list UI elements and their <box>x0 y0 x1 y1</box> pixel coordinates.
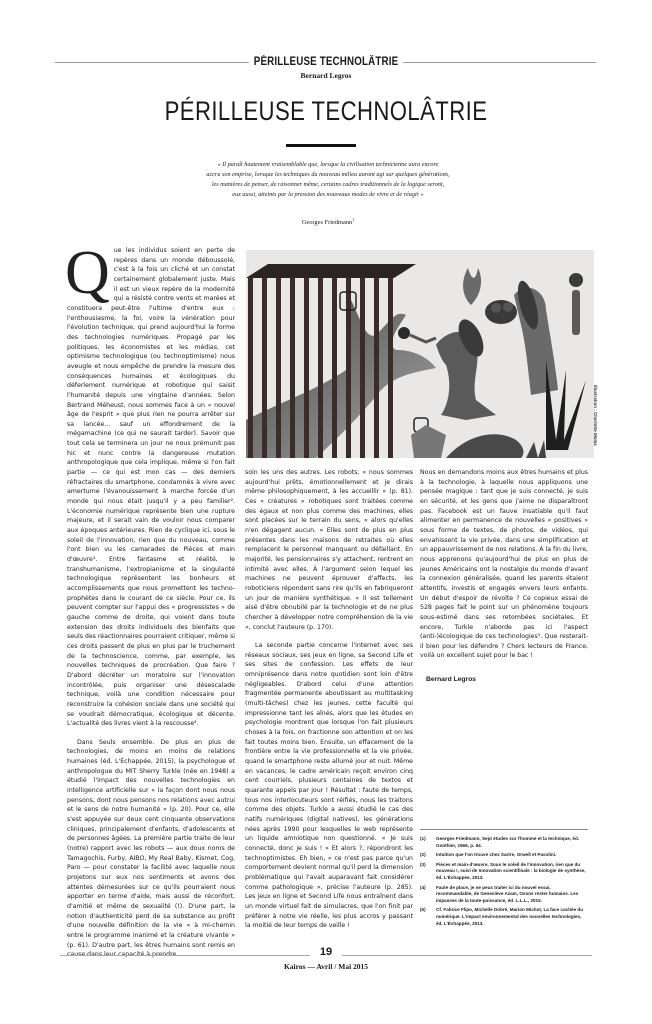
running-head <box>0 52 652 80</box>
article-column-2 <box>245 468 413 931</box>
footnote-number: (3) <box>420 861 426 867</box>
drop-cap: Q <box>65 239 110 307</box>
epigraph-note-ref: 1 <box>352 217 355 222</box>
footnotes <box>420 836 588 930</box>
page-number <box>0 946 652 958</box>
footnote-text: Intuition que l'on trouve chez Sartre, Orwell et Pasolini. <box>436 852 557 858</box>
footnote-text: Faute de place, je ne peux traiter ici du nouvel essai, recommandable, de Geneviève Azam, Osons rester humains. Les impasses de la toute-puissance, éd. L.L.L., 2015. <box>436 884 579 903</box>
article-column-3 <box>420 468 588 685</box>
paragraph: La seconde partie concerne l'internet avec ses réseaux sociaux, ses jeux en ligne, sa Second Life et ses sites de confession. Les effets de leur omniprésence dans notre quotidien sont loin d'être négligeables. D'abord celui d'une attention fragmentée permanente aboutissant au multitasking (multi-tâches) chez les jeunes, cette faculté qui impressionne tant les aînés, alors que les études en psychologie montrent que lorsque l'on fait plusieurs choses à la fois, on fractionne son attention et on les fait toutes moins bien. Ensuite, un effacement de la frontière entre la vie professionnelle et la vie privée, quand le smartphone reste allumé jour et nuit. Même en vacances, le cadre américain reçoit environ cinq cent courriels, plusieurs centaines de textos et quarante appels par jour ! Résultat : faute de temps, tous nos interlocuteurs sont réifiés, nous les traitons comme des objets. Turkle a aussi étudié le cas des natifs numériques (digital natives), les générations nées après 1990 pour lesquelles le web représente un liquide amniotique non questionné. « Je suis connecté, donc je suis ! » Et alors ?, répondront les technoptimistes. Eh bien, « ce n'est pas parce qu'un comportement devient normal qu'il perd la dimension problématique qui l'avait auparavant fait considérer comme pathologique », précise l'auteure (p. 285). Les jeux en ligne et Second Life nous entraînent dans un monde virtuel fait de simulacres, que l'on finit par préférer à notre vie réelle, les plus accros y passant la moitié de leur temps de veille ! <box>245 642 413 930</box>
footnote <box>420 836 588 849</box>
totem <box>572 290 580 335</box>
article-title: PÉRILLEUSE TECHNOLÂTRIE <box>164 96 488 126</box>
footnote <box>420 852 588 859</box>
footnote-number: (2) <box>420 852 426 858</box>
running-head-author: Bernard Legros <box>300 71 352 80</box>
footnote <box>420 907 588 927</box>
grass <box>526 440 546 458</box>
arm <box>410 335 436 342</box>
paragraph <box>65 239 235 729</box>
issue-line: Kairos — Avril / Mai 2015 <box>283 962 369 971</box>
paragraph-text: ue les individus soient en perte de repères dans un monde déboussolé, c'est à la fois un cliché et un constat certainement globalement juste. Mais il est un vieux repère de la modernité qui a résisté contre vents et marées et constituera peut-être l'ultime d'entre eux : l'enthousiasme, la foi, voire la vénération pour l'évolution technique, qui prend aujourd'hui la forme des technologies numériques. Propagé par les politiques, les économistes et les médias, cet optimisme technologique (ou technoptimisme) nous aveugle et nous empêche de prendre la mesure des conséquences humaines et écologiques du déferlement numérique et robotique qui saisit l'humanité depuis une vingtaine d'années. Selon Bertrand Méheust, nous sommes face à un « nouvel âge de l'esprit » que plus rien ne pourra arrêter sur sa lancée... sauf un effondrement de la mégamachine (ce qui ne saurait tarder). Savoir que tout cela se terminera un jour ne nous prémunit pas hic et nunc contre la dangereuse mutation anthropologique que cela implique, même si l'on fait partie — ce qui est mon cas — des derniers réfractaires du smartphone, condamnés à vivre avec amertume l'évanouissement à marche forcée d'un monde qui nous était jusqu'il y a peu familier². L'économie numérique représente bien une rupture majeure, et il serait vain de vouloir nous comparer aux époques antérieures. Rien de cyclique ici, sous le soleil de l'innovation, rien que du nouveau, comme l'ont bien vu les camarades de Pièces et main d'œuvre³. Entre fantasme et réalité, le transhumanisme, l'extropianisme et la singularité technologique représentent les bonheurs et accomplissements que nous promettent les techno-prophètes dans le courant de ce siècle. Pour ce, ils peuvent compter sur l'appui des « progressistes » de gauche comme de droite, qui voient dans toute extension des droits individuels des bienfaits que seuls des réactionnaires pourraient critiquer, même si ces droits passent de plus en plus par le truchement de la technoscience, comme, par exemple, les nouvelles techniques de procréation. Que faire ? D'abord décréter un moratoire sur l'innovation incontrôlée, puis organiser une désescalade technique, voilà une condition nécessaire pour reconstruire la cohésion sociale dans une société qui se voudrait démocratique, écologique et décente. L'actualité des livres vient à la rescousse⁴. <box>67 247 235 728</box>
title-rule <box>286 144 356 147</box>
epigraph-attribution <box>190 217 466 226</box>
footnote-text: Pièces et main-d'œuvre, Sous le soleil de l'innovation, rien que du nouveau !, suivi de Innovation scientifinale : la biologie de synthèse, éd. L'Échappée, 2013. <box>436 861 586 880</box>
epigraph-author: Georges Friedmann <box>301 219 353 227</box>
smiley-icon <box>398 327 410 339</box>
footnote-number: (1) <box>420 836 426 841</box>
footnote <box>420 885 588 905</box>
crystal <box>411 425 446 458</box>
epigraph <box>190 160 466 200</box>
paragraph: Dans Seuls ensemble. De plus en plus de technologies, de moins en moins de relations humaines (éd. L'Échappée, 2015), la psychologue et anthropologue du MIT Sherry Turkle (née en 1948) a étudié l'impact des nouvelles technologies en intelligence artificielle sur « la façon dont nous nous pensons, dont nous pensons nos relations avec autrui et le sens de notre humanité » (p. 20). Pour ce, elle s'est appuyée sur deux cent cinquante observations cliniques, principalement d'enfants, d'adolescents et de personnes âgées. La première partie traite de leur (notre) rapport avec les robots — aux doux noms de Tamagochis, Furby, AIBO, My Real Baby, Kismet, Cog, Paro — pour constater la facilité avec laquelle nous projetons sur eux nos sentiments et avons des attentes démesurées sur ce qu'ils pourraient nous apporter en terme d'aide, mais aussi de réconfort, d'amitié et même de sexualité (!). D'une part, la notion d'authenticité perd de sa substance au profit d'une nouvelle définition de la vie « à mi-chemin entre le programme inanimé et la créature vivante » (p. 61). D'autre part, les êtres humains sont remis en <box>67 738 235 949</box>
footnote-number: (5) <box>420 907 426 913</box>
epigraph-line: eux aussi, atteints par la pression des nouveaux modes de vivre et de réagir » <box>232 191 424 198</box>
article-column-1 <box>65 239 235 960</box>
footnote-text: Georges Friedmann, Sept études sur l'homme et la technique, éd. Gonthier, 1966, p. 64. <box>436 836 580 848</box>
plant <box>463 268 481 305</box>
paragraph: soin les uns des autres. Les robots, « nous sommes aujourd'hui prêts, émotionnellement et je dirais même philosophiquement, à les accueillir » (p. 81). Ces « créatures » robotiques sont traitées comme des égaux et non plus comme des machines, elles sont placées sur le terrain du sens, « alors qu'elles n'en dégagent aucun. » Elles sont de plus en plus présentes dans les maisons de retraites où elles remplacent le personnel manquant ou défaillant. En majorité, les pensionnaires s'y attachent, rentrent en intimité avec elles. À l'argument selon lequel les machines ne peuvent éprouver d'affects, les roboticiens répondent sans rire qu'ils en fabriqueront un jour de manière synthétique. « Il est tellement aisé d'être obnubilé par la technologie et de ne plus chercher à développer notre compréhension de la vie », conclut l'auteure (p. 170). <box>245 469 413 631</box>
illustration-credit: Illustration : Charlotte Molas <box>593 385 598 446</box>
illustration-artwork <box>246 250 594 458</box>
lying-figure <box>446 434 523 458</box>
shadow-hand <box>246 300 436 458</box>
cage-roof <box>246 264 416 278</box>
illustration <box>246 250 594 458</box>
running-head-title: PÉRILLEUSE TECHNOLÂTRIE <box>249 56 404 68</box>
footnote-text: Cf. Fabrice Flipo, Michelle Dobré, Marion Michot, La face cachée du numérique. L'impact environnemental des nouvelles technologies, éd. L'Échappée, 2013. <box>436 907 584 926</box>
footnotes-rule <box>420 829 588 830</box>
footnote-number: (4) <box>420 884 426 890</box>
epigraph-line: « Il paraît hautement vraisemblable que, lorsque la civilisation technicienne aura encore <box>217 161 439 168</box>
footnote <box>420 862 588 882</box>
epigraph-line: les manières de penser, de raisonner même, certains cadres traditionnels de la logique seront, <box>211 181 445 188</box>
epigraph-line: accru son emprise, lorsque les techniques du nouveau milieu auront agi sur quelques générations, <box>206 171 450 178</box>
page-number-text: 19 <box>312 946 340 958</box>
article-signature: Bernard Legros <box>426 676 476 684</box>
totem-smiley <box>569 273 583 287</box>
paragraph: Nous en demandons moins aux êtres humains et plus à la technologie, à laquelle nous appliquons une pensée magique : tant que je suis connecté, je suis en sécurité, et les gens que j'aime ne disparaîtront pas. Facebook est un fauve insatiable qu'il faut alimenter en permanence de nouvelles « positives » sous forme de textes, de photos, de vidéos, qui envahissent la vie privée, dans une simplification et un appauvrissement de nos relations. À la fin du livre, nous apprenons qu'aujourd'hui de plus en plus de jeunes Américains ont la nostalgie du monde d'avant la connexion généralisée, quand les parents étaient attentifs, investis et engagés envers leurs enfants. Un début d'espoir de révolte ? Ce copieux essai de 528 pages fait le point sur un phénomène toujours sous-estimé dans ses retombées sociétales. Et encore, Turkle n'aborde pas ici l'aspect (anti-)écologique de ces technologies⁵. Que resterait-il bien pour les défendre ? Chers lecteurs de France, voilà un excellent sujet pour le bac ! <box>420 469 588 660</box>
basket <box>485 300 517 324</box>
